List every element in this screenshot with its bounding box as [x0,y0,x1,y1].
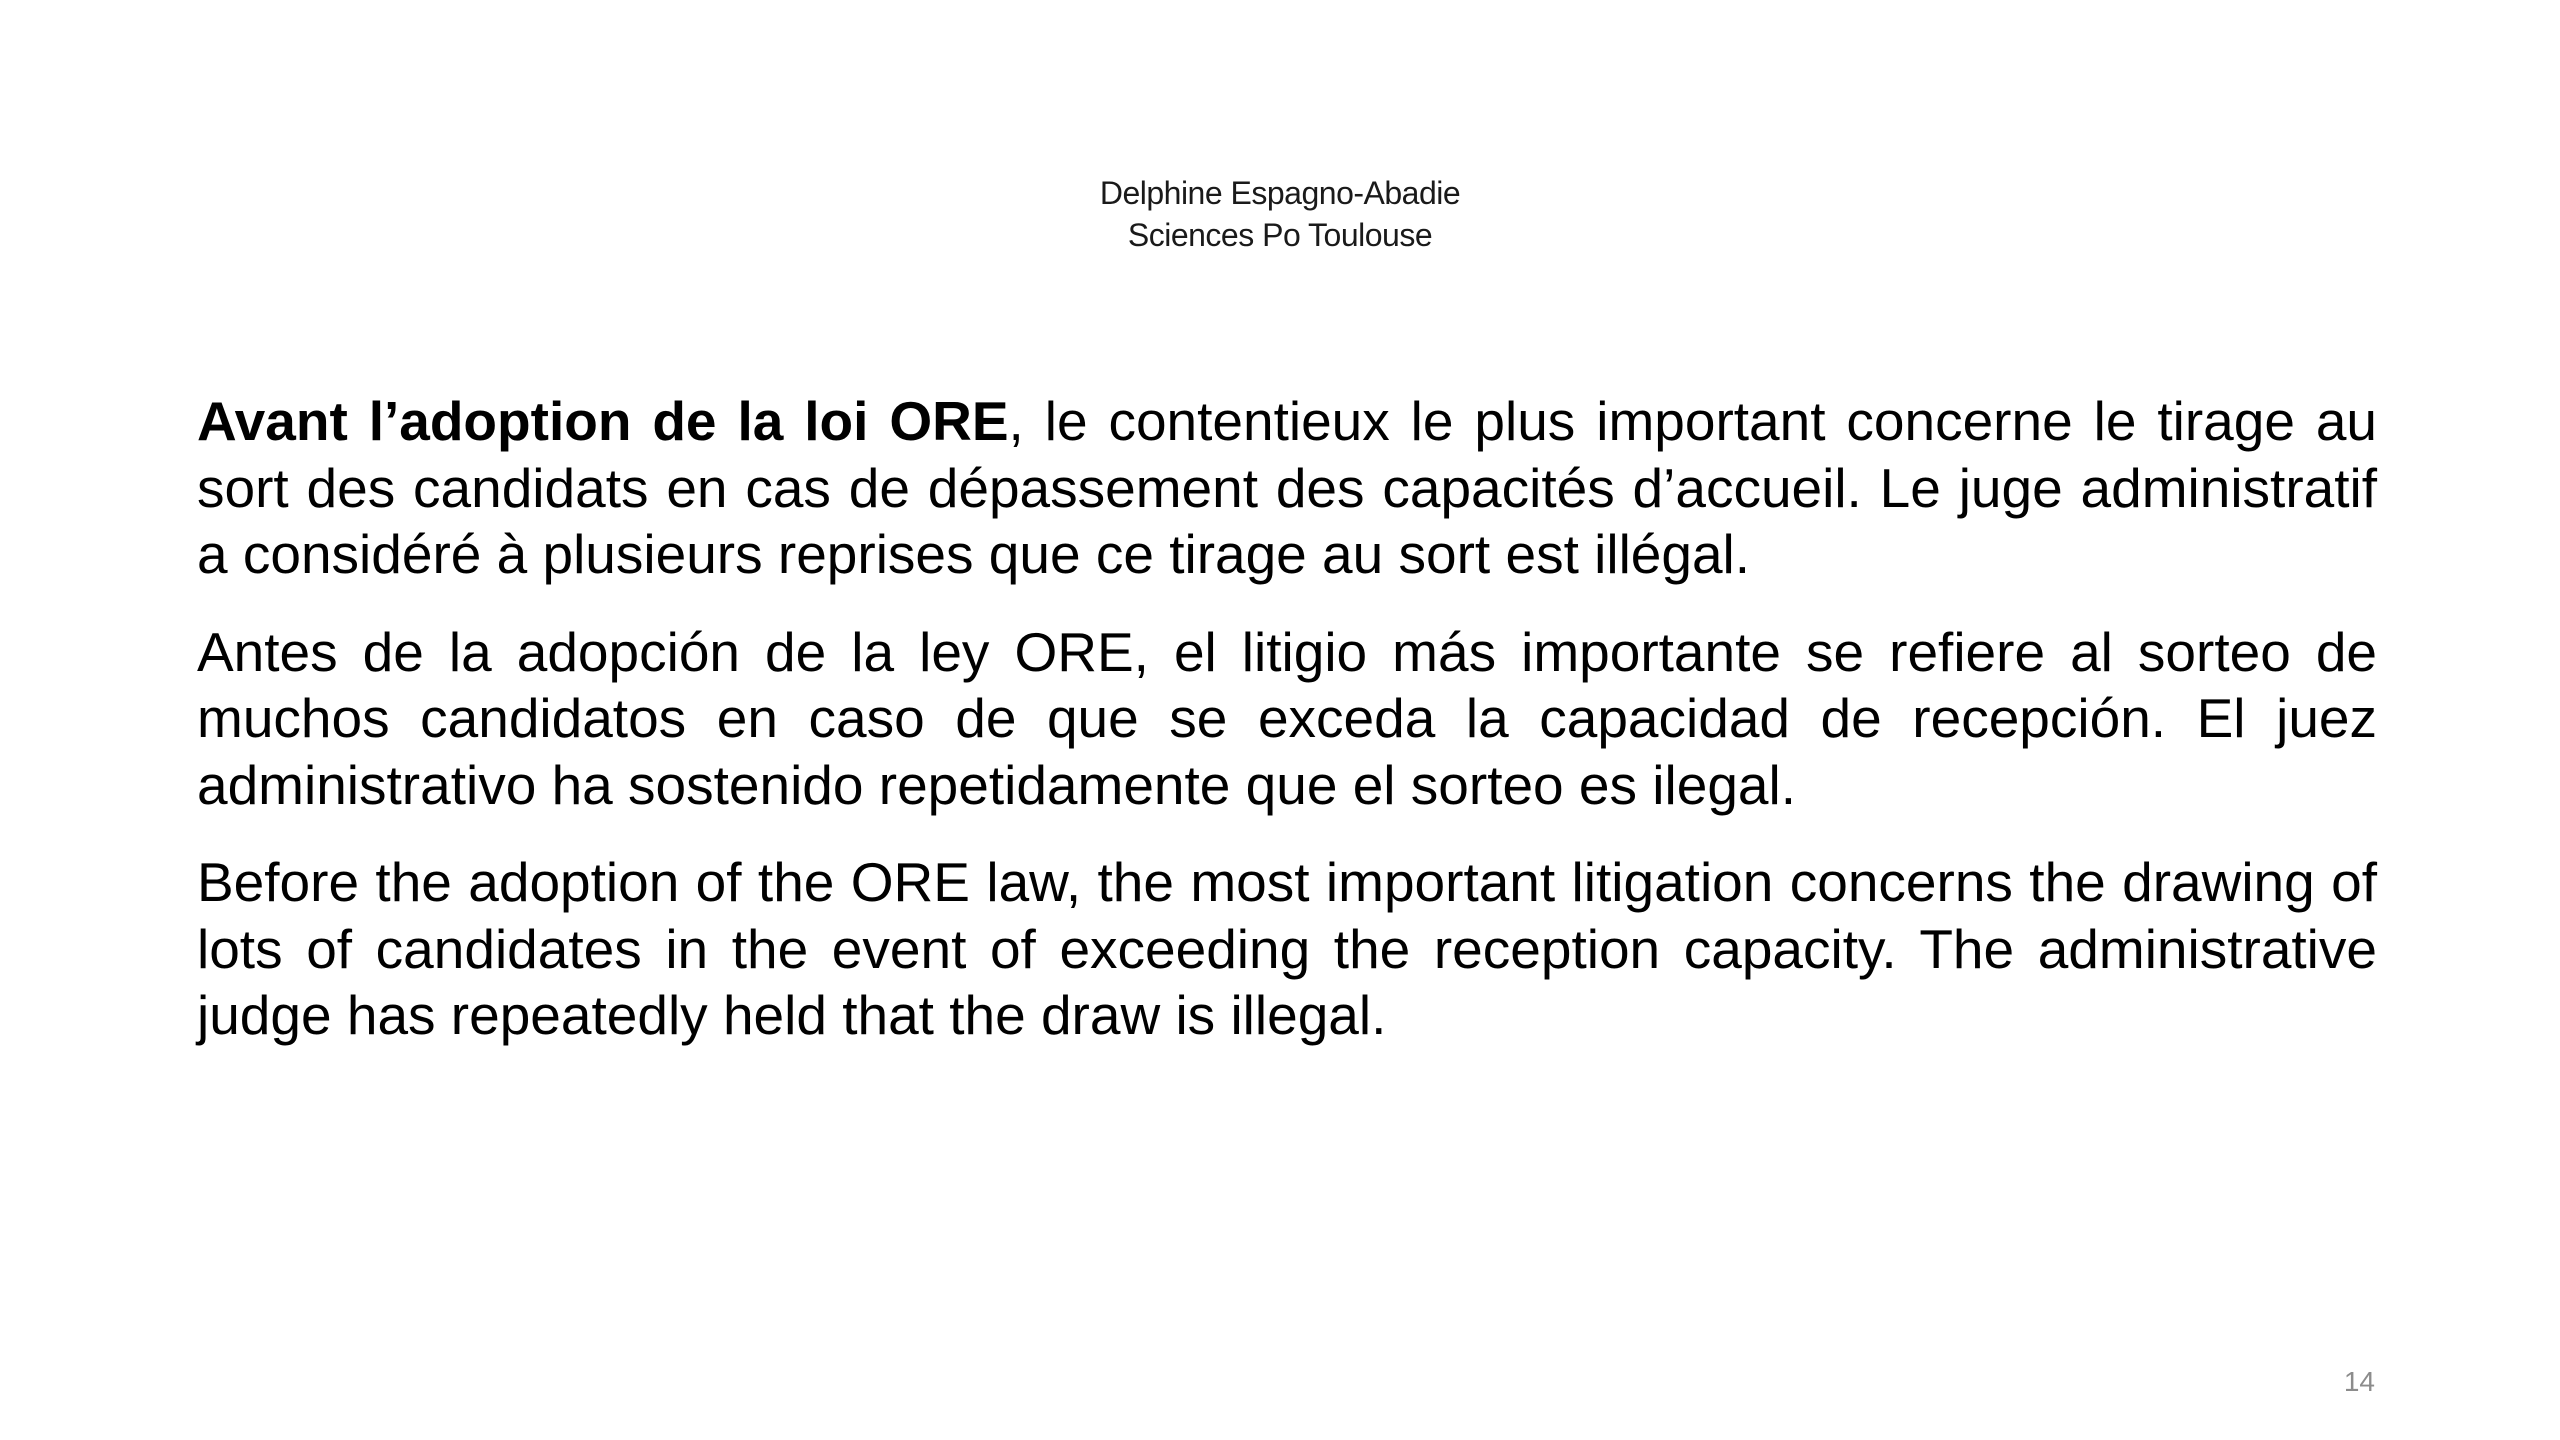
page-number: 14 [2343,1366,2375,1397]
paragraph-english: Before the adoption of the ORE law, the most important litigation concerns the drawing of lots of candidates in the event of exceeding the reception capacity. The administrative judge has repeatedly held that the draw is illegal. [197,851,2377,1046]
institution-name: Sciences Po Toulouse [1127,217,1433,253]
paragraph-french-text: , le contentieux le plus important concerne le tirage au sort des candidats en cas de dépassement des capacités d’accueil. Le juge administratif a considéré à plusieurs reprises que ce tirage au sort est illégal. [197,390,2378,585]
author-name: Delphine Espagno-Abadie [1099,175,1461,211]
slide-body [197,388,2377,1080]
paragraph-spanish: Antes de la adopción de la ley ORE, el litigio más importante se refiere al sorteo de muchos candidatos en caso de que se exceda la capacidad de recepción. El juez administrativo ha sostenido repetidamente que el sorteo es ilegal. [197,620,2377,816]
paragraph-french [197,388,2377,588]
slide-header [0,172,2560,256]
paragraph-french-bold-lead: Avant l’adoption de la loi ORE [197,390,1009,452]
